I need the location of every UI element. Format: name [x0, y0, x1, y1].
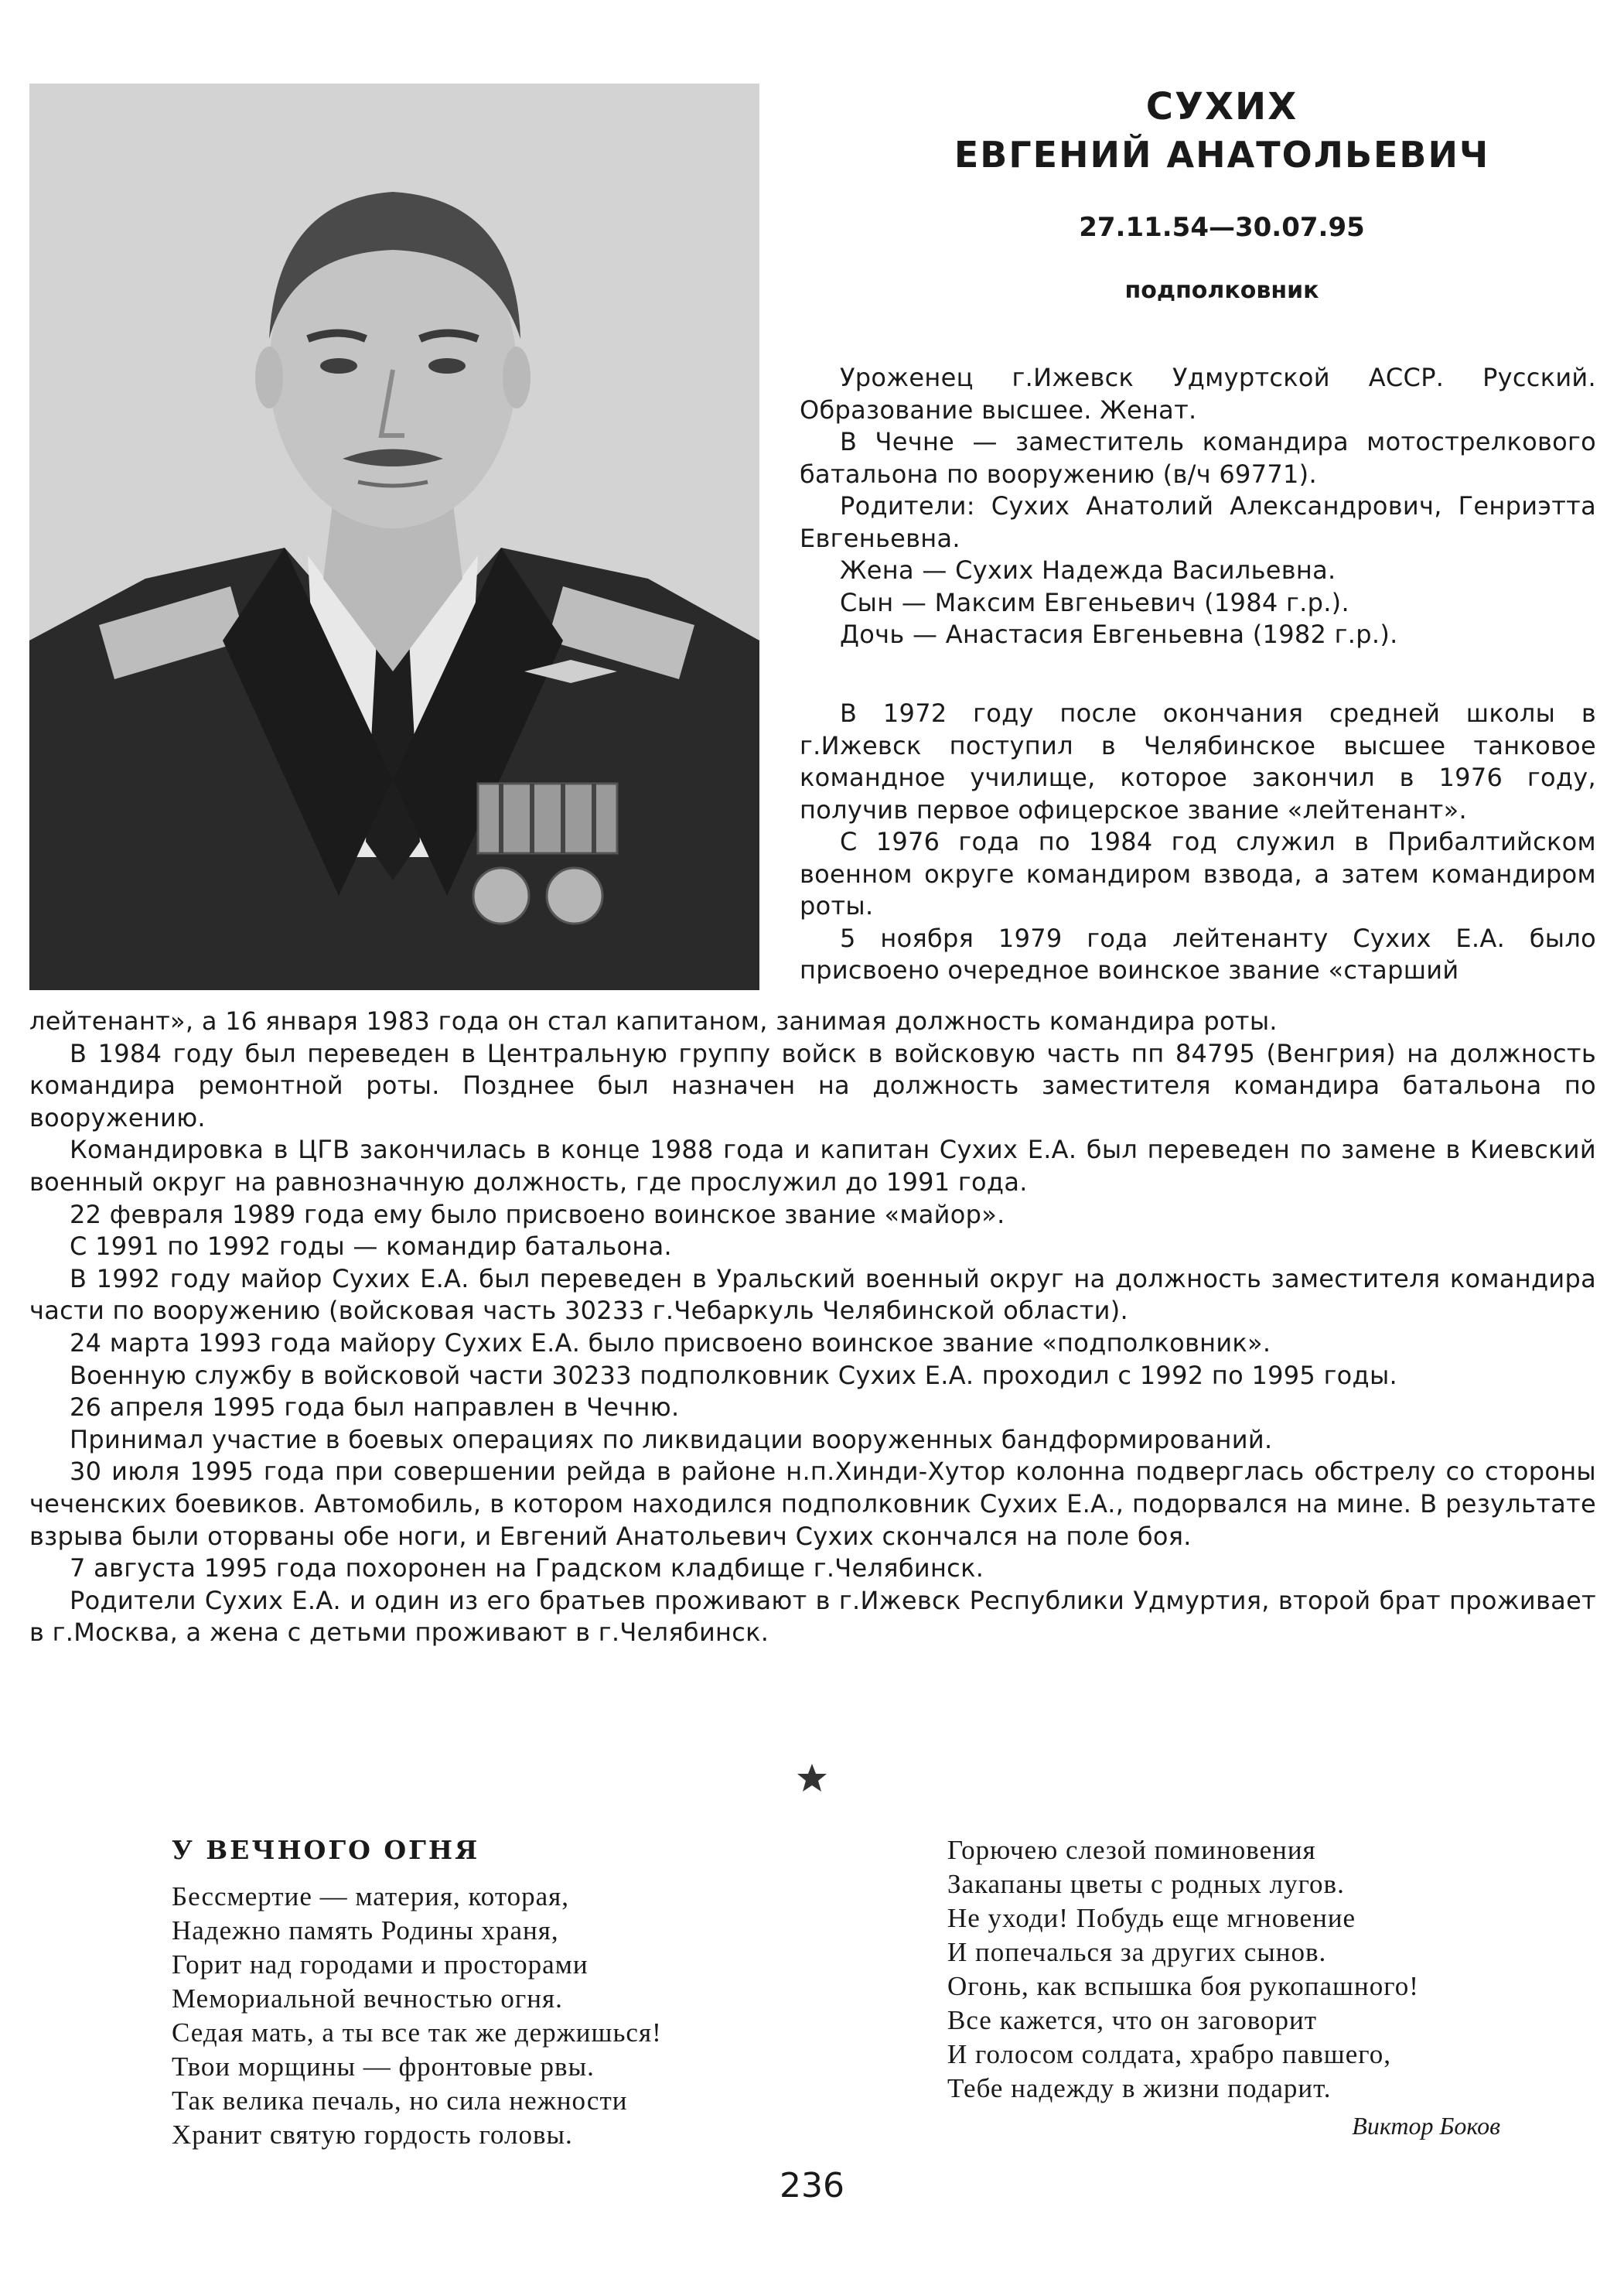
bio-paragraph: В 1992 году майор Сухих Е.А. был переведен в Уральский военный округ на должность заместителя командира части по вооружению (войсковая часть 30233 г.Чебаркуль Челябинской области). — [29, 1263, 1596, 1326]
page-number: 236 — [780, 2166, 844, 2205]
bio-paragraph: Жена — Сухих Надежда Васильевна. — [840, 555, 1336, 585]
bio-paragraph: Командировка в ЦГВ закончилась в конце 1988 года и капитан Сухих Е.А. был переведен по замене в Киевский военный округ на равнозначную должность, где прослужил до 1991 года. — [29, 1135, 1596, 1197]
bio-paragraph: Принимал участие в боевых операциях по ликвидации вооруженных бандформирований. — [70, 1424, 1273, 1454]
full-name: ЕВГЕНИЙ АНАТОЛЬЕВИЧ — [954, 134, 1490, 176]
bio-paragraph: 5 ноября 1979 года лейтенанту Сухих Е.А. было присвоено очередное воинское звание «старший — [800, 923, 1596, 985]
poem-line: Хранит святую гордость головы. — [172, 2120, 573, 2150]
bio-career — [29, 1006, 1596, 1649]
poem-line: Все кажется, что он заговорит — [947, 2005, 1318, 2035]
bio-personal — [800, 362, 1596, 651]
bio-paragraph: Уроженец г.Ижевск Удмуртской АССР. Русский. Образование высшее. Женат. — [800, 363, 1596, 425]
poem-line: Так велика печаль, но сила нежности — [172, 2086, 628, 2116]
poem-line: Закапаны цветы с родных лугов. — [947, 1869, 1345, 1899]
poem-line: И попечалься за других сынов. — [947, 1937, 1327, 1967]
portrait-illustration — [29, 84, 759, 990]
surname: СУХИХ — [1145, 85, 1298, 128]
bio-paragraph: В Чечне — заместитель командира мотострелкового батальона по вооружению (в/ч 69771). — [800, 427, 1596, 489]
header — [812, 84, 1624, 306]
poem-line: Горит над городами и просторами — [172, 1949, 589, 1980]
poem-line: Надежно память Родины храня, — [172, 1915, 559, 1946]
bio-paragraph: 26 апреля 1995 года был направлен в Чечню. — [70, 1392, 680, 1423]
bio-career-start — [800, 698, 1596, 987]
bio-paragraph: 7 августа 1995 года похоронен на Градском кладбище г.Челябинск. — [70, 1553, 984, 1583]
poem-stanza-right — [947, 1833, 1581, 2106]
poem-line: И голосом солдата, храбро павшего, — [947, 2039, 1391, 2069]
bio-paragraph: Родители: Сухих Анатолий Александрович, Генриэтта Евгеньевна. — [800, 491, 1596, 553]
bio-paragraph: Сын — Максим Евгеньевич (1984 г.р.). — [840, 587, 1349, 617]
bio-paragraph: 30 июля 1995 года при совершении рейда в районе н.п.Хинди-Хутор колонна подверглась обстрелу со стороны чеченских боевиков. Автомобиль, в котором находился подполковник Сухих Е.А., подорвался на мине. В результате взрыва были оторваны обе ноги, и Евгений Анатольевич Сухих скончался на поле боя. — [29, 1457, 1596, 1551]
bio-paragraph: 24 марта 1993 года майору Сухих Е.А. было присвоено воинское звание «подполковник». — [70, 1327, 1271, 1358]
bio-paragraph: В 1984 году был переведен в Центральную группу войск в войсковую часть пп 84795 (Венгрия) на должность командира ремонтной роты. Позднее был назначен на должность заместителя командира батальона по вооружению. — [29, 1038, 1596, 1132]
life-dates: 27.11.54—30.07.95 — [1079, 212, 1365, 243]
poem-stanza-left — [172, 1880, 790, 2152]
bio-paragraph: Родители Сухих Е.А. и один из его братьев проживают в г.Ижевск Республики Удмуртия, второй брат проживает в г.Москва, а жена с детьми проживают в г.Челябинск. — [29, 1585, 1596, 1648]
poem-line: Горючею слезой поминовения — [947, 1835, 1316, 1865]
poem-line: Не уходи! Побудь еще мгновение — [947, 1903, 1356, 1933]
bio-paragraph: Дочь — Анастасия Евгеньевна (1982 г.р.). — [840, 620, 1398, 649]
rank: подполковник — [1124, 277, 1319, 304]
poem-line: Бессмертие — материя, которая, — [172, 1881, 570, 1911]
poem-author: Виктор Боков — [1352, 2112, 1500, 2140]
poem-title: У ВЕЧНОГО ОГНЯ — [172, 1835, 480, 1865]
poem-line: Твои морщины — фронтовые рвы. — [172, 2051, 595, 2082]
bio-paragraph: С 1976 года по 1984 год служил в Прибалтийском военном округе командиром взвода, а затем командиром роты. — [800, 827, 1596, 921]
bio-paragraph: С 1991 по 1992 годы — командир батальона. — [70, 1232, 673, 1262]
poem-line: Мемориальной вечностью огня. — [172, 1983, 563, 2014]
bio-paragraph: В 1972 году после окончания средней школы в г.Ижевск поступил в Челябинское высшее танковое командное училище, которое закончил в 1976 году, получив первое офицерское звание «лейтенант». — [800, 699, 1596, 825]
portrait-photo — [29, 84, 759, 990]
poem-line: Огонь, как вспышка боя рукопашного! — [947, 1971, 1419, 2001]
bio-paragraph: Военную службу в войсковой части 30233 подполковник Сухих Е.А. проходил с 1992 по 1995 годы. — [70, 1360, 1398, 1390]
bio-paragraph: лейтенант», а 16 января 1983 года он стал капитаном, занимая должность командира роты. — [29, 1006, 1278, 1036]
star-icon — [797, 1762, 827, 1793]
poem-line: Тебе надежду в жизни подарит. — [947, 2073, 1332, 2103]
bio-paragraph: 22 февраля 1989 года ему было присвоено воинское звание «майор». — [70, 1199, 1005, 1229]
poem-line: Седая мать, а ты все так же держишься! — [172, 2017, 662, 2048]
